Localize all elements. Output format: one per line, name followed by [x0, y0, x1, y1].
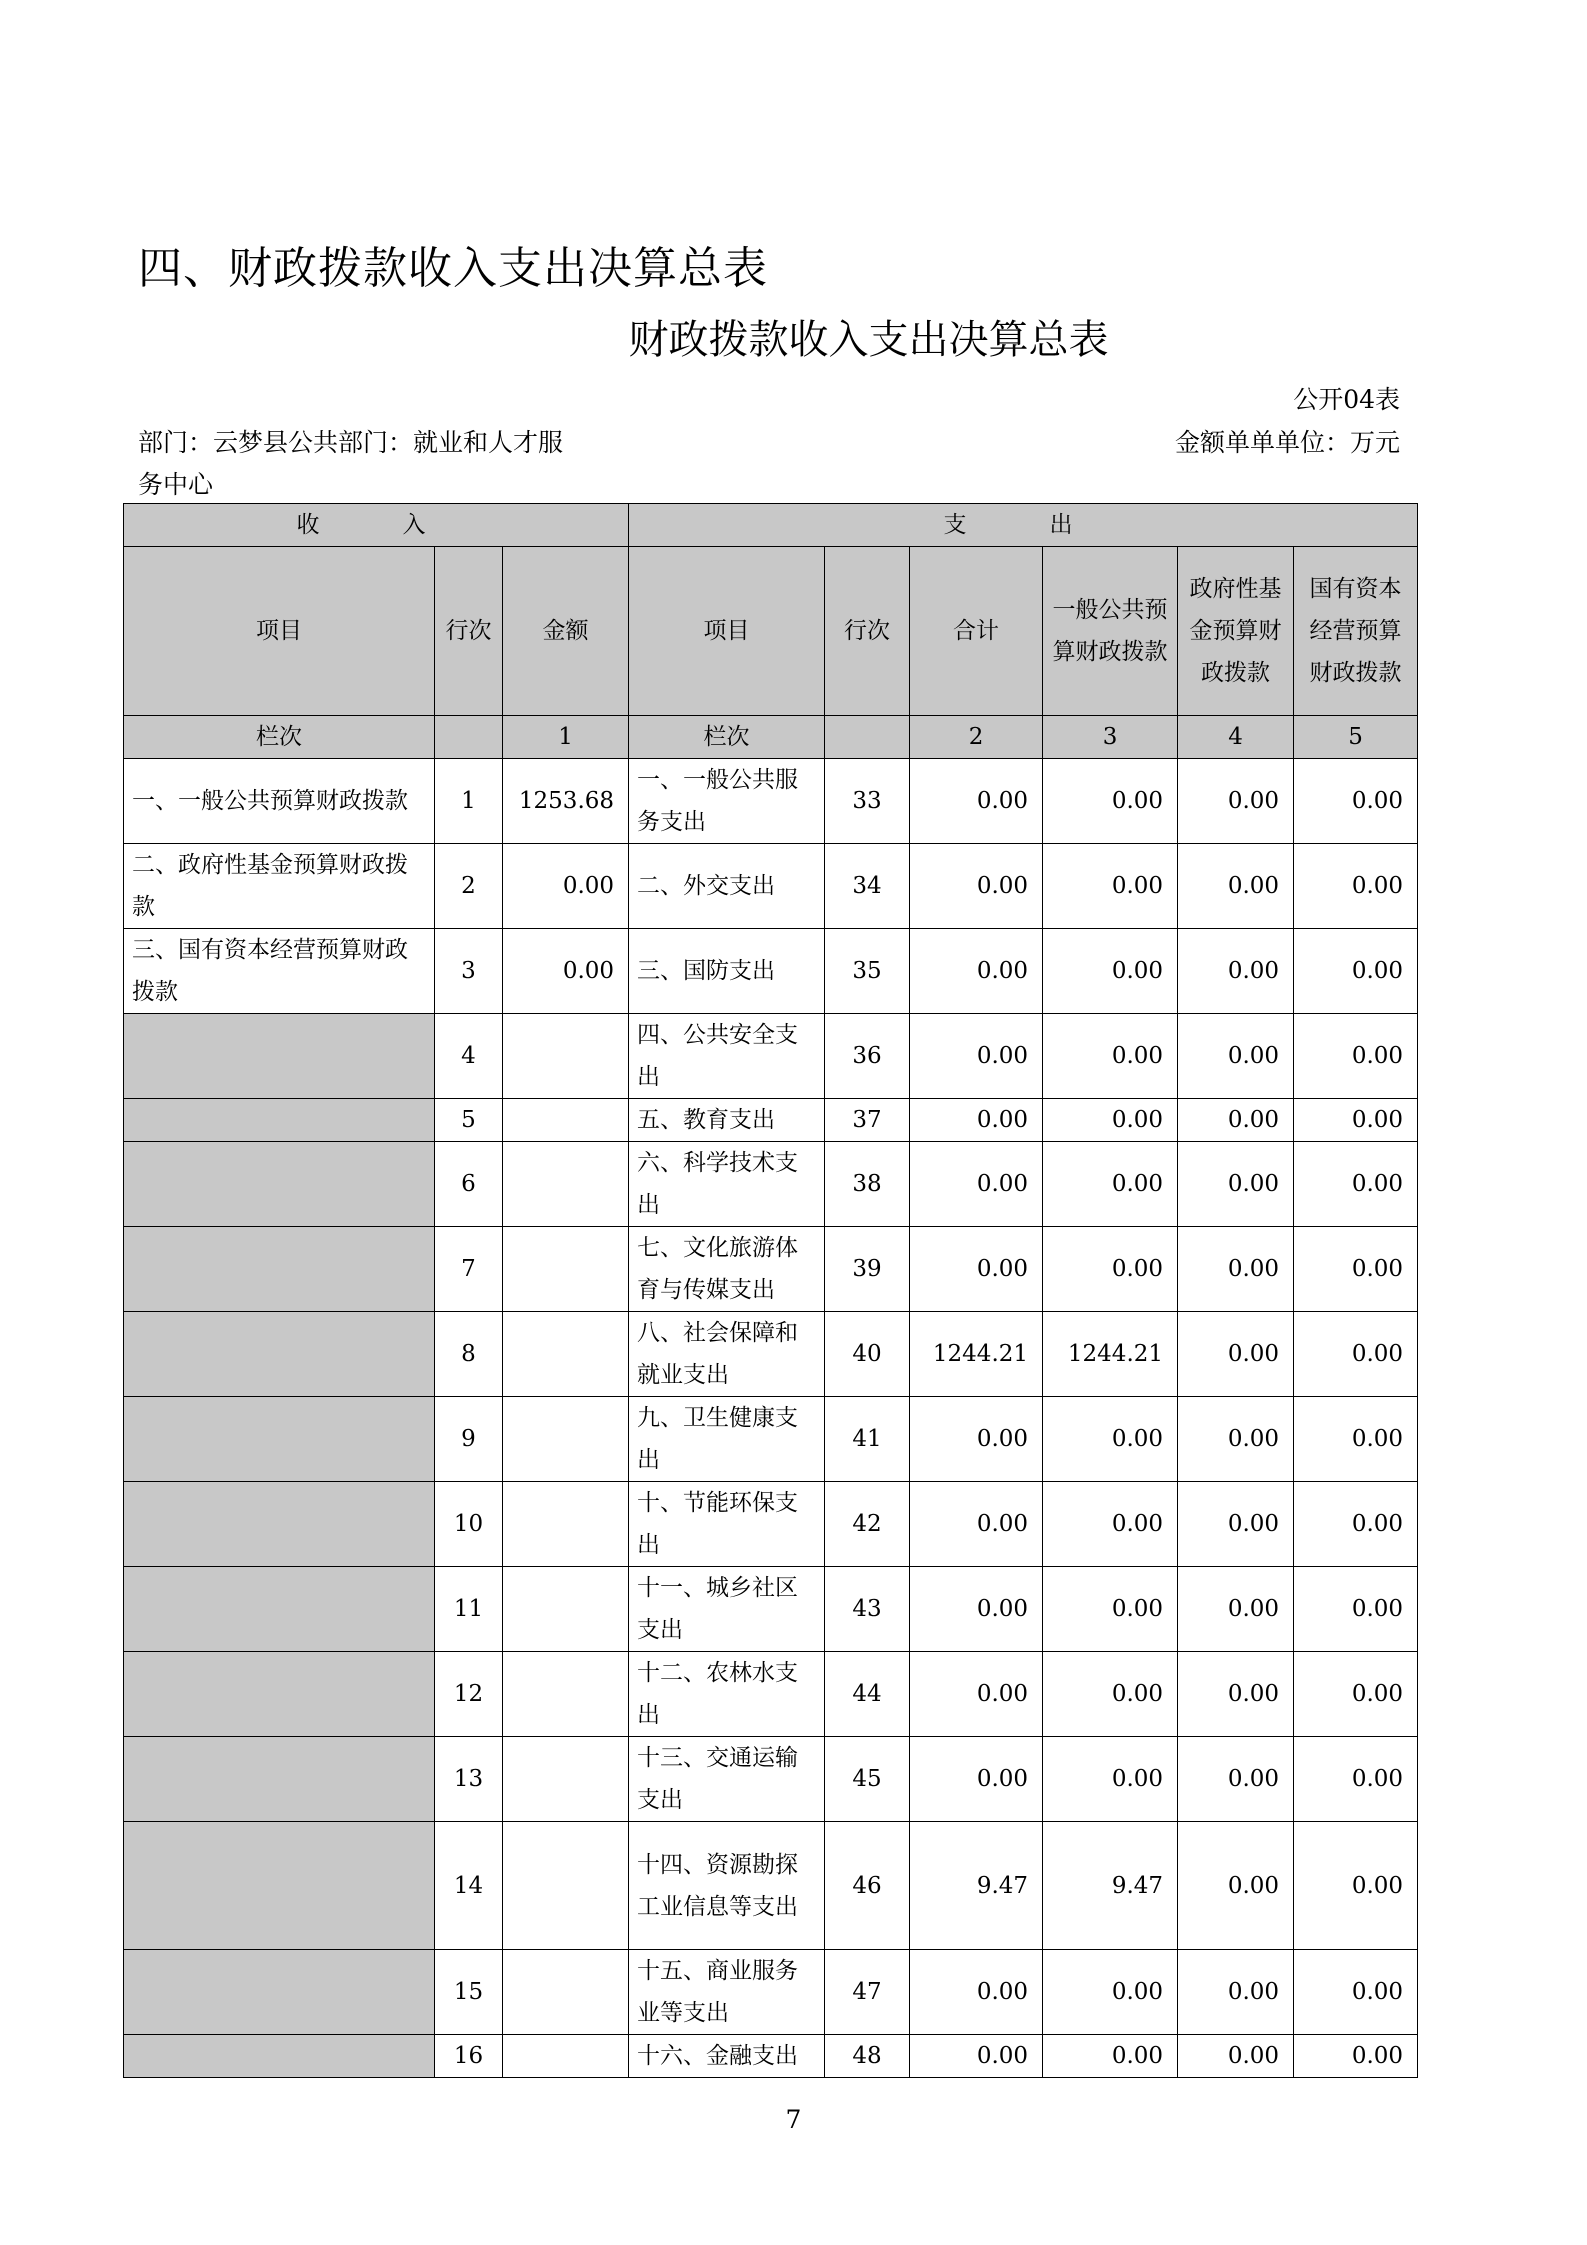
income-row-no-cell: 1	[435, 759, 503, 844]
general-cell: 0.00	[1043, 1482, 1178, 1567]
income-amount-cell	[503, 1567, 629, 1652]
table-row	[124, 2035, 1418, 2078]
column-index-exp-label: 栏次	[629, 716, 825, 759]
income-amount-cell	[503, 1312, 629, 1397]
total-cell: 0.00	[910, 1142, 1043, 1227]
expenditure-header: 支 出	[629, 504, 1418, 547]
exp-row-no-cell: 33	[825, 759, 910, 844]
income-item-cell	[124, 1652, 435, 1737]
total-cell: 1244.21	[910, 1312, 1043, 1397]
income-row-no-cell: 16	[435, 2035, 503, 2078]
fund-cell: 0.00	[1178, 2035, 1294, 2078]
budget-table	[123, 503, 1418, 2078]
state-capital-cell: 0.00	[1294, 1822, 1418, 1950]
state-capital-cell: 0.00	[1294, 1099, 1418, 1142]
state-capital-cell: 0.00	[1294, 759, 1418, 844]
income-item-cell	[124, 1737, 435, 1822]
income-item-cell	[124, 1014, 435, 1099]
fund-cell: 0.00	[1178, 929, 1294, 1014]
total-cell: 9.47	[910, 1822, 1043, 1950]
fund-cell: 0.00	[1178, 1312, 1294, 1397]
total-cell: 0.00	[910, 1652, 1043, 1737]
exp-row-no-cell: 37	[825, 1099, 910, 1142]
income-amount-cell	[503, 2035, 629, 2078]
exp-item-cell: 五、教育支出	[629, 1099, 825, 1142]
general-cell: 0.00	[1043, 1397, 1178, 1482]
income-item-cell: 一、一般公共预算财政拨款	[124, 759, 435, 844]
income-row-no-cell: 7	[435, 1227, 503, 1312]
table-row	[124, 929, 1418, 1014]
general-cell: 0.00	[1043, 1950, 1178, 2035]
income-row-no-cell: 6	[435, 1142, 503, 1227]
general-cell: 0.00	[1043, 2035, 1178, 2078]
income-amount-cell	[503, 1737, 629, 1822]
column-index-empty-2	[825, 716, 910, 759]
total-cell: 0.00	[910, 844, 1043, 929]
state-capital-cell: 0.00	[1294, 1567, 1418, 1652]
column-index-label: 栏次	[124, 716, 435, 759]
state-capital-cell: 0.00	[1294, 844, 1418, 929]
state-capital-cell: 0.00	[1294, 1014, 1418, 1099]
fund-cell: 0.00	[1178, 1227, 1294, 1312]
column-index-empty	[435, 716, 503, 759]
fund-cell: 0.00	[1178, 1567, 1294, 1652]
fund-cell: 0.00	[1178, 1652, 1294, 1737]
fund-cell: 0.00	[1178, 1099, 1294, 1142]
general-cell: 0.00	[1043, 1652, 1178, 1737]
general-cell: 0.00	[1043, 844, 1178, 929]
income-amount-cell: 0.00	[503, 929, 629, 1014]
table-row	[124, 1652, 1418, 1737]
exp-row-no-cell: 38	[825, 1142, 910, 1227]
income-row-no-cell: 15	[435, 1950, 503, 2035]
income-item-cell	[124, 1822, 435, 1950]
table-row	[124, 1737, 1418, 1822]
general-cell: 0.00	[1043, 1014, 1178, 1099]
income-amount-cell: 1253.68	[503, 759, 629, 844]
state-capital-cell: 0.00	[1294, 1227, 1418, 1312]
fund-cell: 0.00	[1178, 1822, 1294, 1950]
exp-item-cell: 二、外交支出	[629, 844, 825, 929]
fund-cell: 0.00	[1178, 1482, 1294, 1567]
income-amount-cell	[503, 1227, 629, 1312]
income-row-no-cell: 12	[435, 1652, 503, 1737]
income-item-cell: 二、政府性基金预算财政拨款	[124, 844, 435, 929]
exp-item-cell: 一、一般公共服务支出	[629, 759, 825, 844]
column-index-5: 5	[1294, 716, 1418, 759]
income-row-no-cell: 2	[435, 844, 503, 929]
general-cell: 9.47	[1043, 1822, 1178, 1950]
income-item-cell	[124, 1312, 435, 1397]
table-row	[124, 1142, 1418, 1227]
income-row-no-cell: 9	[435, 1397, 503, 1482]
income-item-cell	[124, 1567, 435, 1652]
column-index-2: 2	[910, 716, 1043, 759]
general-cell: 1244.21	[1043, 1312, 1178, 1397]
department-label: 部门：云梦县公共部门：就业和人才服务中心	[138, 428, 564, 499]
fund-cell: 0.00	[1178, 1014, 1294, 1099]
state-capital-cell: 0.00	[1294, 1652, 1418, 1737]
table-row	[124, 1482, 1418, 1567]
exp-row-no-cell: 47	[825, 1950, 910, 2035]
income-item-cell	[124, 2035, 435, 2078]
total-cell: 0.00	[910, 1737, 1043, 1822]
column-index-3: 3	[1043, 716, 1178, 759]
exp-item-cell: 九、卫生健康支出	[629, 1397, 825, 1482]
table-row	[124, 1567, 1418, 1652]
income-amount-cell	[503, 1142, 629, 1227]
income-amount-cell	[503, 1482, 629, 1567]
total-cell: 0.00	[910, 1950, 1043, 2035]
exp-item-cell: 三、国防支出	[629, 929, 825, 1014]
column-index-4: 4	[1178, 716, 1294, 759]
income-row-no-cell: 10	[435, 1482, 503, 1567]
total-cell: 0.00	[910, 1397, 1043, 1482]
income-header: 收 入	[124, 504, 629, 547]
table-row	[124, 1312, 1418, 1397]
income-item-cell	[124, 1227, 435, 1312]
income-item-cell: 三、国有资本经营预算财政拨款	[124, 929, 435, 1014]
exp-row-no-cell: 43	[825, 1567, 910, 1652]
table-row	[124, 1227, 1418, 1312]
total-cell: 0.00	[910, 1227, 1043, 1312]
total-cell: 0.00	[910, 1099, 1043, 1142]
income-row-no-cell: 8	[435, 1312, 503, 1397]
table-row	[124, 844, 1418, 929]
exp-row-no-cell: 46	[825, 1822, 910, 1950]
income-amount-cell	[503, 1950, 629, 2035]
state-capital-cell: 0.00	[1294, 1312, 1418, 1397]
income-item-cell	[124, 1397, 435, 1482]
page-heading: 四、财政拨款收入支出决算总表	[138, 243, 768, 294]
general-cell: 0.00	[1043, 1142, 1178, 1227]
total-cell: 0.00	[910, 2035, 1043, 2078]
table-title: 财政拨款收入支出决算总表	[628, 317, 1109, 363]
table-row	[124, 759, 1418, 844]
income-amount-header: 金额	[503, 547, 629, 716]
income-row-no-cell: 14	[435, 1822, 503, 1950]
income-amount-cell	[503, 1397, 629, 1482]
fund-cell: 0.00	[1178, 1142, 1294, 1227]
general-cell: 0.00	[1043, 1737, 1178, 1822]
state-capital-cell: 0.00	[1294, 1397, 1418, 1482]
fund-cell: 0.00	[1178, 844, 1294, 929]
income-item-cell	[124, 1950, 435, 2035]
exp-item-cell: 十五、商业服务业等支出	[629, 1950, 825, 2035]
income-row-no-cell: 5	[435, 1099, 503, 1142]
exp-row-no-cell: 39	[825, 1227, 910, 1312]
exp-item-cell: 四、公共安全支出	[629, 1014, 825, 1099]
exp-row-no-cell: 45	[825, 1737, 910, 1822]
exp-item-cell: 十四、资源勘探工业信息等支出	[629, 1822, 825, 1950]
general-cell: 0.00	[1043, 1099, 1178, 1142]
income-amount-cell	[503, 1652, 629, 1737]
total-header: 合计	[910, 547, 1043, 716]
state-capital-cell: 0.00	[1294, 2035, 1418, 2078]
unit-label: 金额单单单位：万元	[1174, 428, 1400, 457]
exp-row-no-cell: 40	[825, 1312, 910, 1397]
general-cell: 0.00	[1043, 1227, 1178, 1312]
exp-row-no-cell: 35	[825, 929, 910, 1014]
exp-row-no-cell: 42	[825, 1482, 910, 1567]
exp-row-no-cell: 48	[825, 2035, 910, 2078]
state-capital-cell: 0.00	[1294, 929, 1418, 1014]
general-cell: 0.00	[1043, 1567, 1178, 1652]
fund-header: 政府性基金预算财政拨款	[1178, 547, 1294, 716]
income-item-cell	[124, 1142, 435, 1227]
exp-item-cell: 十一、城乡社区支出	[629, 1567, 825, 1652]
exp-row-no-cell: 41	[825, 1397, 910, 1482]
income-row-no-cell: 13	[435, 1737, 503, 1822]
state-capital-cell: 0.00	[1294, 1482, 1418, 1567]
total-cell: 0.00	[910, 759, 1043, 844]
income-amount-cell	[503, 1822, 629, 1950]
exp-item-cell: 十三、交通运输支出	[629, 1737, 825, 1822]
form-code: 公开04表	[1293, 385, 1400, 414]
income-item-cell	[124, 1482, 435, 1567]
income-row-no-cell: 11	[435, 1567, 503, 1652]
table-row	[124, 1822, 1418, 1950]
general-cell: 0.00	[1043, 759, 1178, 844]
page-number: 7	[785, 2105, 802, 2134]
table-row	[124, 1950, 1418, 2035]
exp-item-cell: 八、社会保障和就业支出	[629, 1312, 825, 1397]
exp-row-no-cell: 44	[825, 1652, 910, 1737]
fund-cell: 0.00	[1178, 1737, 1294, 1822]
income-row-no-header: 行次	[435, 547, 503, 716]
exp-item-cell: 六、科学技术支出	[629, 1142, 825, 1227]
column-index-1: 1	[503, 716, 629, 759]
state-capital-header: 国有资本经营预算财政拨款	[1294, 547, 1418, 716]
table-row	[124, 1099, 1418, 1142]
total-cell: 0.00	[910, 1482, 1043, 1567]
exp-row-no-cell: 34	[825, 844, 910, 929]
exp-row-no-cell: 36	[825, 1014, 910, 1099]
exp-item-cell: 十六、金融支出	[629, 2035, 825, 2078]
general-cell: 0.00	[1043, 929, 1178, 1014]
total-cell: 0.00	[910, 1014, 1043, 1099]
income-amount-cell	[503, 1099, 629, 1142]
income-item-cell	[124, 1099, 435, 1142]
exp-item-cell: 十、节能环保支出	[629, 1482, 825, 1567]
exp-item-header: 项目	[629, 547, 825, 716]
income-row-no-cell: 3	[435, 929, 503, 1014]
fund-cell: 0.00	[1178, 1950, 1294, 2035]
state-capital-cell: 0.00	[1294, 1737, 1418, 1822]
fund-cell: 0.00	[1178, 1397, 1294, 1482]
income-item-header: 项目	[124, 547, 435, 716]
income-amount-cell	[503, 1014, 629, 1099]
exp-item-cell: 七、文化旅游体育与传媒支出	[629, 1227, 825, 1312]
exp-row-no-header: 行次	[825, 547, 910, 716]
state-capital-cell: 0.00	[1294, 1950, 1418, 2035]
state-capital-cell: 0.00	[1294, 1142, 1418, 1227]
total-cell: 0.00	[910, 1567, 1043, 1652]
general-header: 一般公共预算财政拨款	[1043, 547, 1178, 716]
income-row-no-cell: 4	[435, 1014, 503, 1099]
fund-cell: 0.00	[1178, 759, 1294, 844]
income-amount-cell: 0.00	[503, 844, 629, 929]
exp-item-cell: 十二、农林水支出	[629, 1652, 825, 1737]
total-cell: 0.00	[910, 929, 1043, 1014]
table-row	[124, 1397, 1418, 1482]
table-row	[124, 1014, 1418, 1099]
